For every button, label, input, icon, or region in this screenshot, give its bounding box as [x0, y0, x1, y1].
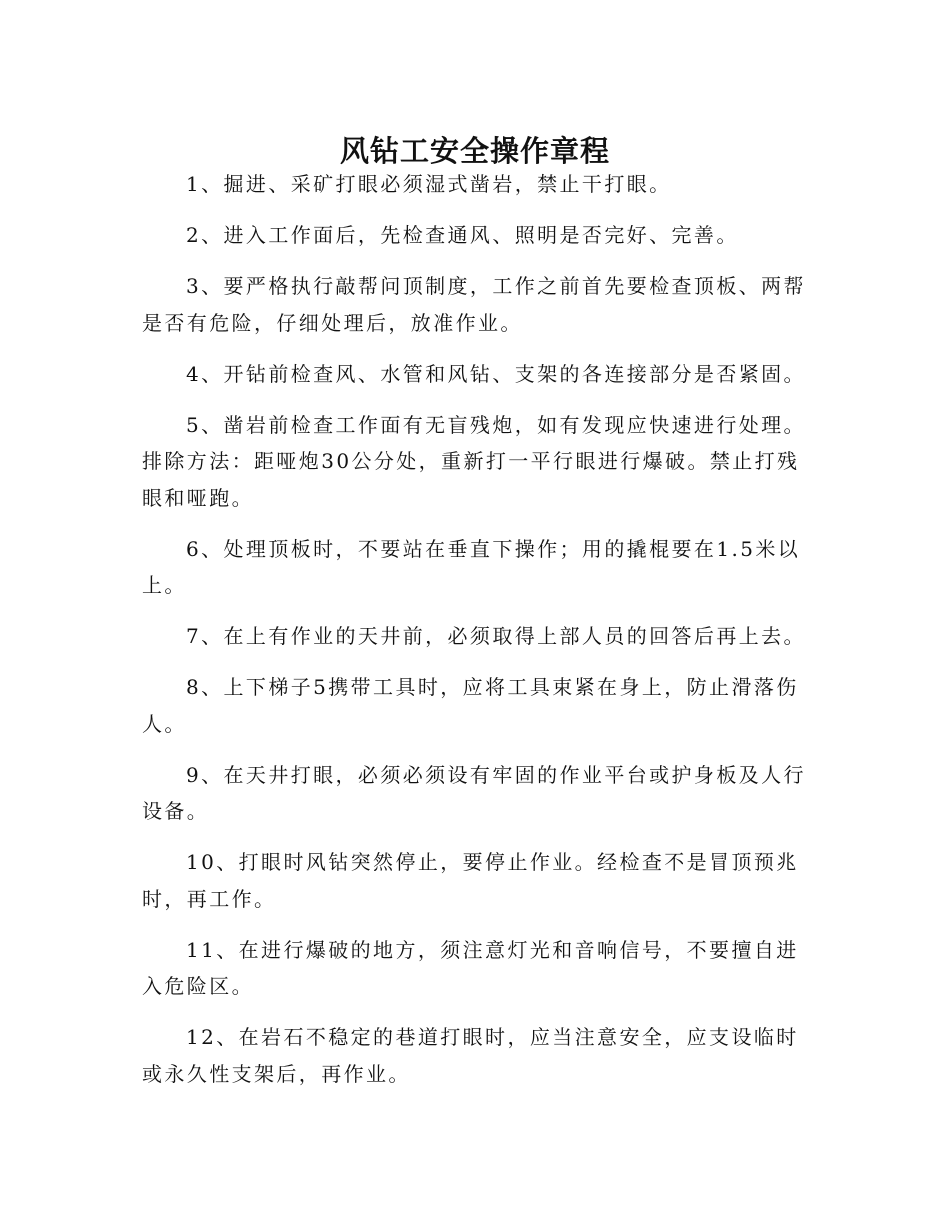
- rule-item: 1、掘进、采矿打眼必须湿式凿岩，禁止干打眼。: [186, 172, 672, 196]
- rules-list: [142, 166, 806, 1107]
- rule-item: 11、在进行爆破的地方，须注意灯光和音响信号，不要擅自进入危险区。: [142, 937, 799, 998]
- rule-item: 2、进入工作面后，先检查通风、照明是否完好、完善。: [186, 223, 739, 247]
- rule-item: 12、在岩石不稳定的巷道打眼时，应当注意安全，应支设临时或永久性支架后，再作业。: [142, 1025, 799, 1086]
- rule-item: 8、上下梯子5携带工具时，应将工具束紧在身上，防止滑落伤人。: [142, 675, 799, 736]
- rule-item: 6、处理顶板时，不要站在垂直下操作；用的撬棍要在1.5米以上。: [142, 536, 801, 597]
- rule-item: 4、开钻前检查风、水管和风钻、支架的各连接部分是否紧固。: [186, 361, 806, 386]
- rule-item: 3、要严格执行敲帮问顶制度，工作之前首先要检查顶板、两帮是否有危险，仔细处理后，放准作业。: [142, 274, 806, 335]
- rule-item: 7、在上有作业的天井前，必须取得上部人员的回答后再上去。: [186, 624, 806, 648]
- rule-item: 9、在天井打眼，必须必须设有牢固的作业平台或护身板及人行设备。: [142, 762, 806, 823]
- rule-item: 5、凿岩前检查工作面有无盲残炮，如有发现应快速进行处理。排除方法：距哑炮30公分处，重新打一平行眼进行爆破。禁止打残眼和哑跑。: [142, 412, 806, 510]
- rule-item: 10、打眼时风钻突然停止，要停止作业。经检查不是冒顶预兆时，再工作。: [142, 850, 799, 911]
- document-title: 风钻工安全操作章程: [339, 134, 610, 169]
